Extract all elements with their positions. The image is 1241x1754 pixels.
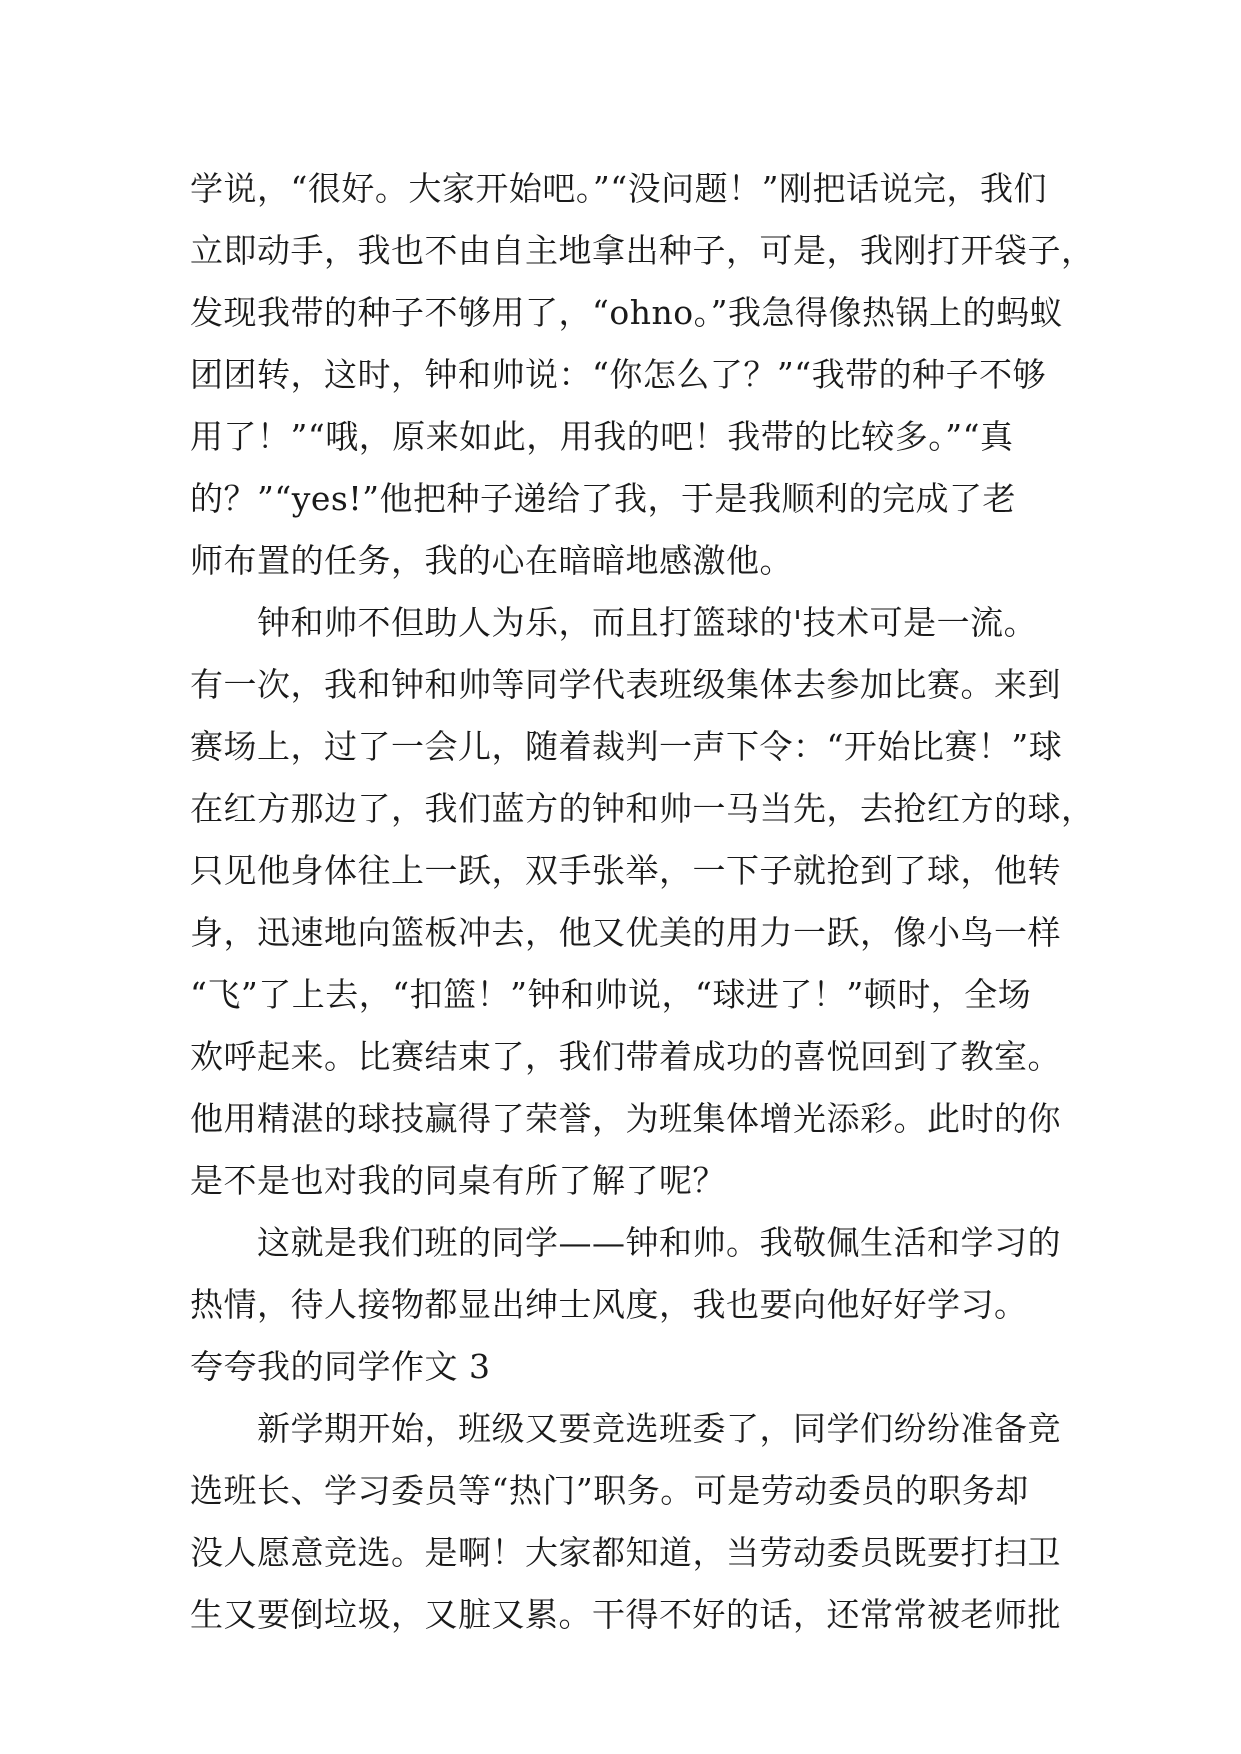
text-line: 立即动手，我也不由自主地拿出种子，可是，我刚打开袋子， [190, 231, 1095, 270]
text-line: 欢呼起来。比赛结束了，我们带着成功的喜悦回到了教室。 [190, 1037, 1061, 1076]
text-line: 新学期开始，班级又要竞选班委了，同学们纷纷准备竞 [190, 1409, 1061, 1448]
text-line: 这就是我们班的同学——钟和帅。我敬佩生活和学习的 [190, 1223, 1061, 1262]
text-line: 热情，待人接物都显出绅士风度，我也要向他好好学习。 [190, 1285, 1028, 1324]
text-line: 用了！”“哦，原来如此，用我的吧！我带的比较多。”“真 [190, 417, 1014, 456]
text-line: 他用精湛的球技赢得了荣誉，为班集体增光添彩。此时的你 [190, 1099, 1061, 1138]
text-line: 发现我带的种子不够用了，“ohno。”我急得像热锅上的蚂蚁 [190, 293, 1063, 332]
text-line: 是不是也对我的同桌有所了解了呢？ [190, 1161, 726, 1200]
section-heading: 夸夸我的同学作文 3 [190, 1347, 491, 1386]
text-line: 没人愿意竞选。是啊！大家都知道，当劳动委员既要打扫卫 [190, 1533, 1061, 1572]
text-line: 选班长、学习委员等“热门”职务。可是劳动委员的职务却 [190, 1471, 1029, 1510]
text-line: “飞”了上去，“扣篮！”钟和帅说，“球进了！”顿时，全场 [190, 975, 1032, 1014]
text-line: 生又要倒垃圾，又脏又累。干得不好的话，还常常被老师批 [190, 1595, 1061, 1634]
text-line: 钟和帅不但助人为乐，而且打篮球的'技术可是一流。 [190, 603, 1038, 642]
text-line: 身，迅速地向篮板冲去，他又优美的用力一跃，像小鸟一样 [190, 913, 1061, 952]
text-line: 团团转，这时，钟和帅说：“你怎么了？”“我带的种子不够 [190, 355, 1047, 394]
essay-body [190, 158, 1095, 1646]
text-line: 师布置的任务，我的心在暗暗地感激他。 [190, 541, 793, 580]
text-line: 的？”“yes!”他把种子递给了我，于是我顺利的完成了老 [190, 479, 1016, 518]
text-line: 赛场上，过了一会儿，随着裁判一声下令：“开始比赛！”球 [190, 727, 1063, 766]
text-line: 只见他身体往上一跃，双手张举，一下子就抢到了球，他转 [190, 851, 1061, 890]
text-line: 在红方那边了，我们蓝方的钟和帅一马当先，去抢红方的球， [190, 789, 1095, 828]
text-line: 学说，“很好。大家开始吧。”“没问题！”刚把话说完，我们 [190, 169, 1047, 208]
text-line: 有一次，我和钟和帅等同学代表班级集体去参加比赛。来到 [190, 665, 1061, 704]
